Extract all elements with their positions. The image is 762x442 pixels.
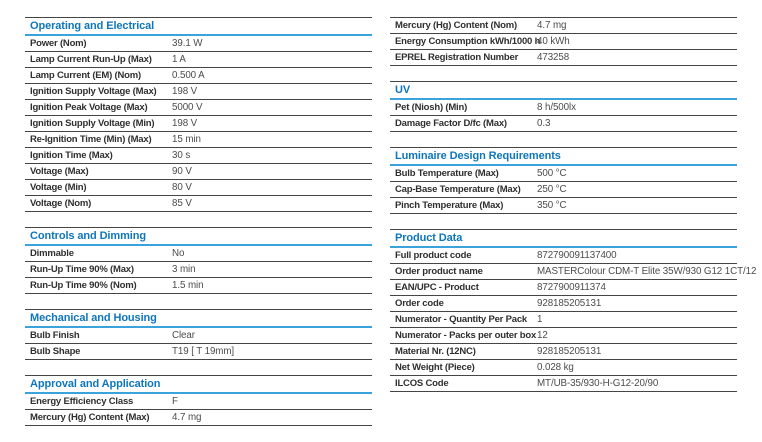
- spec-label: Numerator - Quantity Per Pack: [395, 314, 527, 325]
- spec-label: Voltage (Nom): [30, 198, 92, 209]
- spec-value: 928185205131: [537, 346, 602, 357]
- spec-label: Lamp Current (EM) (Nom): [30, 70, 141, 81]
- spec-row: [390, 116, 737, 132]
- spec-row: [390, 280, 737, 296]
- section-title: Approval and Application: [25, 375, 372, 394]
- spec-label: Bulb Finish: [30, 330, 80, 341]
- spec-row: [25, 68, 372, 84]
- section-mechanical-and-housing: [25, 309, 372, 360]
- spec-value: 0.500 A: [172, 70, 205, 81]
- spec-label: Full product code: [395, 250, 472, 261]
- spec-row: [390, 34, 737, 50]
- spec-label: Ignition Time (Max): [30, 150, 113, 161]
- spec-label: ILCOS Code: [395, 378, 449, 389]
- spec-row: [25, 278, 372, 294]
- spec-row: [390, 17, 737, 34]
- spec-value: 30 s: [172, 150, 191, 161]
- spec-value: 3 min: [172, 264, 196, 275]
- spec-label: Order code: [395, 298, 444, 309]
- spec-label: Mercury (Hg) Content (Nom): [395, 20, 517, 31]
- spec-value: T19 [ T 19mm]: [172, 346, 235, 357]
- spec-label: Cap-Base Temperature (Max): [395, 184, 521, 195]
- spec-row: [390, 312, 737, 328]
- section-title: Luminaire Design Requirements: [390, 147, 737, 166]
- spec-value: 85 V: [172, 198, 192, 209]
- spec-row: [25, 36, 372, 52]
- spec-label: Mercury (Hg) Content (Max): [30, 412, 150, 423]
- section-operating-and-electrical: [25, 17, 372, 212]
- spec-row: [390, 344, 737, 360]
- section-controls-and-dimming: [25, 227, 372, 294]
- spec-value: 500 °C: [537, 168, 567, 179]
- section-title: Mechanical and Housing: [25, 309, 372, 328]
- spec-row: [25, 164, 372, 180]
- spec-row: [390, 360, 737, 376]
- spec-row: [25, 52, 372, 68]
- spec-row: [25, 328, 372, 344]
- section-product-data: [390, 229, 757, 392]
- spec-value: Clear: [172, 330, 195, 341]
- spec-label: Run-Up Time 90% (Nom): [30, 280, 137, 291]
- spec-label: Power (Nom): [30, 38, 87, 49]
- spec-label: Ignition Supply Voltage (Min): [30, 118, 155, 129]
- spec-label: EAN/UPC - Product: [395, 282, 479, 293]
- spec-value: 198 V: [172, 118, 198, 129]
- spec-row: [390, 264, 757, 280]
- spec-row: [390, 376, 737, 392]
- spec-value: 350 °C: [537, 200, 567, 211]
- spec-label: Lamp Current Run-Up (Max): [30, 54, 152, 65]
- spec-value: 12: [537, 330, 548, 341]
- spec-row: [390, 50, 737, 66]
- spec-row: [390, 328, 737, 344]
- spec-value: 15 min: [172, 134, 201, 145]
- spec-value: 4.7 mg: [172, 412, 202, 423]
- spec-value: 250 °C: [537, 184, 567, 195]
- spec-label: Bulb Temperature (Max): [395, 168, 499, 179]
- spec-value: 198 V: [172, 86, 198, 97]
- section-title: Controls and Dimming: [25, 227, 372, 246]
- spec-value: 1 A: [172, 54, 186, 65]
- spec-value: 80 V: [172, 182, 192, 193]
- spec-value: 8727900911374: [537, 282, 606, 293]
- spec-row: [25, 132, 372, 148]
- section-title: Product Data: [390, 229, 737, 248]
- spec-column-left: [25, 17, 372, 442]
- spec-row: [25, 116, 372, 132]
- spec-value: 928185205131: [537, 298, 602, 309]
- spec-value: 90 V: [172, 166, 192, 177]
- spec-row: [25, 180, 372, 196]
- spec-value: 5000 V: [172, 102, 203, 113]
- spec-label: Voltage (Min): [30, 182, 87, 193]
- spec-value: 8 h/500lx: [537, 102, 576, 113]
- spec-label: Ignition Supply Voltage (Max): [30, 86, 157, 97]
- spec-label: Numerator - Packs per outer box: [395, 330, 537, 341]
- spec-value: MASTERColour CDM-T Elite 35W/930 G12 1CT/12: [537, 266, 757, 277]
- spec-row: [390, 100, 737, 116]
- section-approval-and-application: [25, 375, 372, 426]
- spec-row: [390, 248, 737, 264]
- section-title: UV: [390, 81, 737, 100]
- spec-label: Ignition Peak Voltage (Max): [30, 102, 148, 113]
- section-title: Operating and Electrical: [25, 17, 372, 36]
- spec-label: Dimmable: [30, 248, 74, 259]
- spec-value: F: [172, 396, 178, 407]
- section-luminaire-design-requirements: [390, 147, 737, 214]
- spec-row: [25, 84, 372, 100]
- spec-row: [390, 198, 737, 214]
- spec-value: 39.1 W: [172, 38, 203, 49]
- spec-value: 0.3: [537, 118, 551, 129]
- spec-label: Order product name: [395, 266, 483, 277]
- spec-value: MT/UB-35/930-H-G12-20/90: [537, 378, 659, 389]
- spec-row: [25, 100, 372, 116]
- spec-label: Pet (Niosh) (Min): [395, 102, 468, 113]
- section-uv: [390, 81, 737, 132]
- spec-label: Pinch Temperature (Max): [395, 200, 504, 211]
- spec-row: [25, 394, 372, 410]
- spec-label: Net Weight (Piece): [395, 362, 475, 373]
- spec-row: [25, 196, 372, 212]
- spec-value: 473258: [537, 52, 570, 63]
- spec-value: 1.5 min: [172, 280, 204, 291]
- spec-value: 1: [537, 314, 543, 325]
- spec-row: [390, 296, 737, 312]
- spec-row: [390, 166, 737, 182]
- section-approval-and-application-continued: [390, 17, 737, 66]
- spec-value: 4.7 mg: [537, 20, 567, 31]
- spec-row: [25, 246, 372, 262]
- spec-row: [25, 410, 372, 426]
- spec-label: Material Nr. (12NC): [395, 346, 476, 357]
- spec-row: [390, 182, 737, 198]
- spec-row: [25, 262, 372, 278]
- spec-value: 40 kWh: [537, 36, 570, 47]
- spec-label: EPREL Registration Number: [395, 52, 519, 63]
- spec-label: Energy Consumption kWh/1000 h: [395, 36, 541, 47]
- spec-label: Run-Up Time 90% (Max): [30, 264, 134, 275]
- spec-value: 0.028 kg: [537, 362, 574, 373]
- spec-label: Damage Factor D/fc (Max): [395, 118, 507, 129]
- spec-column-right: [390, 17, 757, 442]
- spec-label: Voltage (Max): [30, 166, 89, 177]
- spec-row: [25, 148, 372, 164]
- spec-label: Re-Ignition Time (Min) (Max): [30, 134, 152, 145]
- spec-value: 872790091137400: [537, 250, 617, 261]
- spec-label: Bulb Shape: [30, 346, 81, 357]
- spec-row: [25, 344, 372, 360]
- spec-value: No: [172, 248, 185, 259]
- spec-label: Energy Efficiency Class: [30, 396, 134, 407]
